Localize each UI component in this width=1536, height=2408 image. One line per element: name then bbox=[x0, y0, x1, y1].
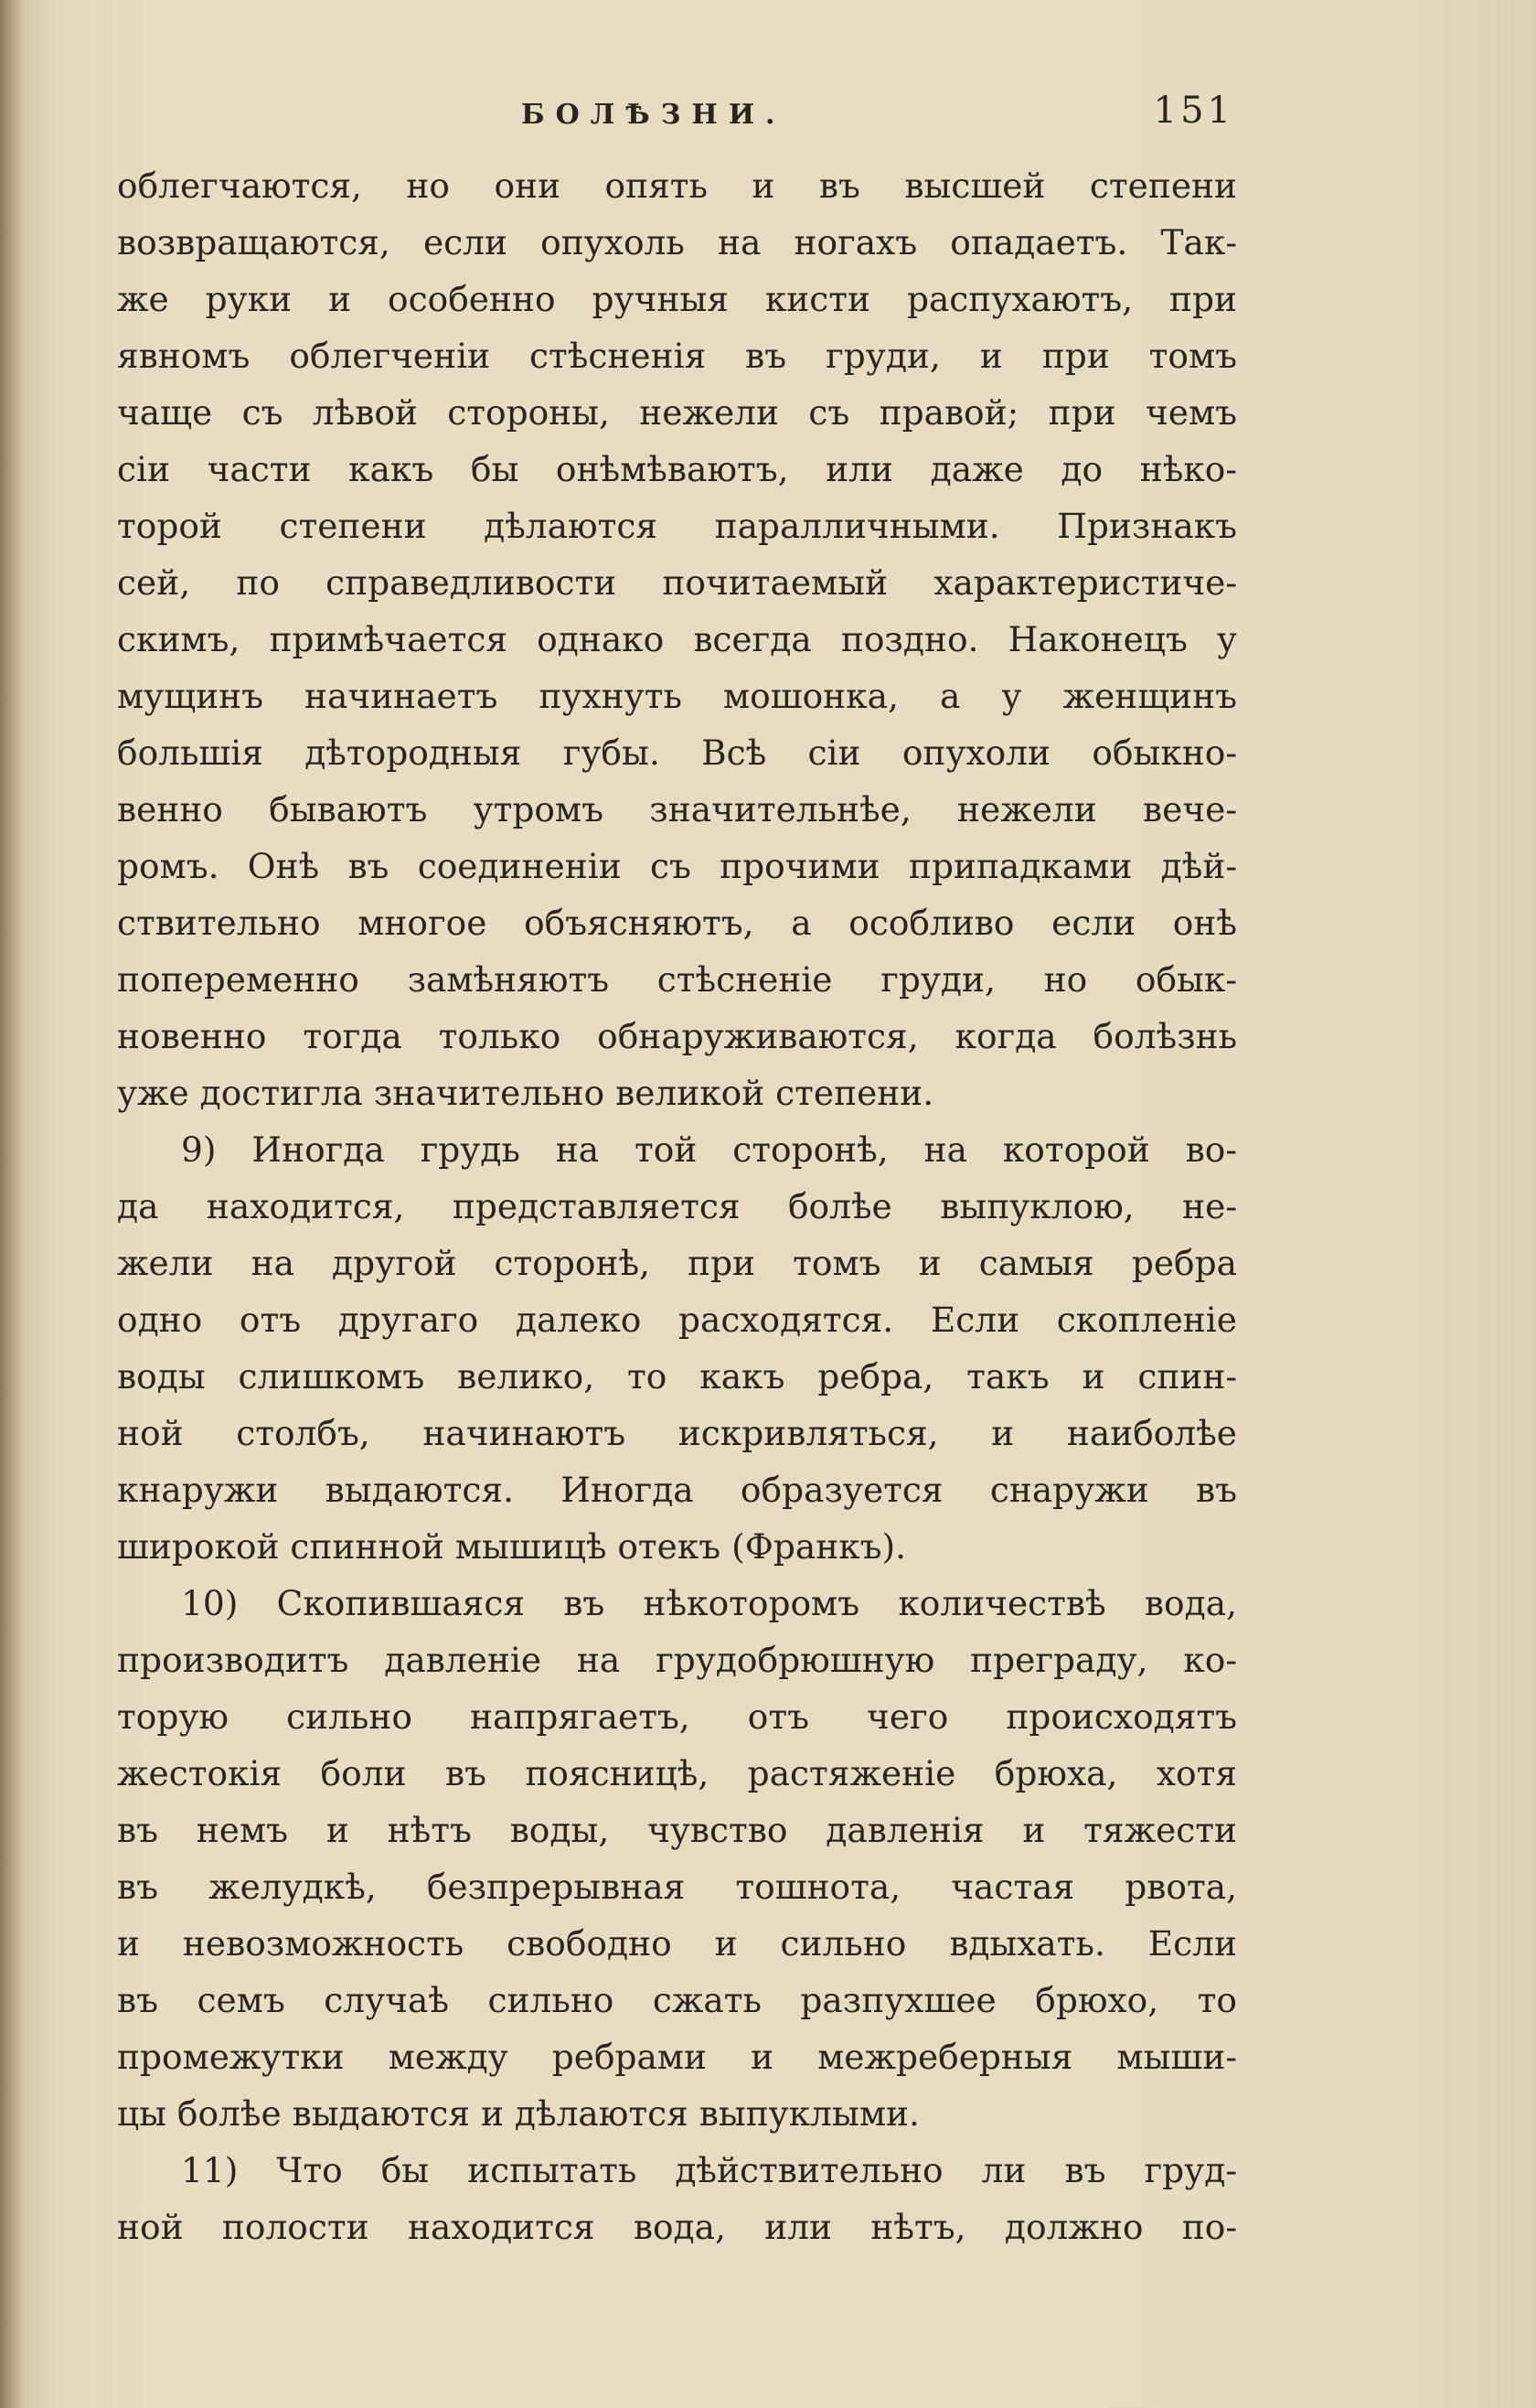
text-line: цы болѣе выдаются и дѣлаются выпуклыми. bbox=[117, 2093, 920, 2134]
text-line: уже достигла значительно великой степени. bbox=[117, 1073, 934, 1113]
text-line: широкой спинной мышицѣ отекъ (Франкъ). bbox=[117, 1526, 907, 1567]
text-line: да находится, представляется болѣе выпуклою, не- bbox=[117, 1186, 1237, 1226]
running-head: БОЛѢЗНИ. bbox=[521, 99, 786, 131]
text-line: промежутки между ребрами и межреберныя мыши- bbox=[117, 2037, 1237, 2077]
text-line: ной полости находится вода, или нѣтъ, должно по- bbox=[117, 2207, 1237, 2247]
text-line: торую сильно напрягаетъ, отъ чего происходятъ bbox=[117, 1696, 1237, 1737]
text-line: сей, по справедливости почитаемый характеристиче- bbox=[117, 562, 1237, 603]
text-line: въ немъ и нѣтъ воды, чувство давленія и тяжести bbox=[117, 1810, 1237, 1850]
body-text bbox=[117, 157, 1237, 2255]
text-line: попеременно замѣняютъ стѣсненіе груди, но обык- bbox=[117, 959, 1237, 1000]
text-line: и невозможность свободно и сильно вдыхать. Если bbox=[117, 1923, 1237, 1964]
text-line: скимъ, примѣчается однако всегда поздно. Наконецъ у bbox=[117, 619, 1237, 659]
text-line: кнаружи выдаются. Иногда образуется снаружи въ bbox=[117, 1470, 1237, 1510]
text-line: чаще съ лѣвой стороны, нежели съ правой; при чемъ bbox=[117, 392, 1237, 433]
text-line: мущинъ начинаетъ пухнуть мошонка, а у женщинъ bbox=[117, 676, 1237, 716]
page-binding-edge bbox=[0, 0, 24, 2408]
paragraph-11-start: 11) Что бы испытать дѣйствительно ли въ груд- bbox=[181, 2150, 1237, 2190]
text-line: въ желудкѣ, безпрерывная тошнота, частая рвота, bbox=[117, 1867, 1237, 1907]
text-line: ствительно многое объясняютъ, а особливо если онѣ bbox=[117, 903, 1237, 943]
text-line: же руки и особенно ручныя кисти распухаютъ, при bbox=[117, 279, 1237, 319]
text-line: большія дѣтородныя губы. Всѣ сіи опухоли обыкно- bbox=[117, 733, 1237, 773]
page-number: 151 bbox=[1153, 90, 1234, 132]
page-header bbox=[119, 90, 1234, 144]
text-line: облегчаются, но они опять и въ высшей степени bbox=[117, 166, 1237, 206]
text-line: одно отъ другаго далеко расходятся. Если скопленіе bbox=[117, 1300, 1237, 1340]
text-line: возвращаются, если опухоль на ногахъ опадаетъ. Так- bbox=[117, 222, 1237, 262]
text-line: ной столбъ, начинаютъ искривляться, и наиболѣе bbox=[117, 1413, 1237, 1453]
text-line: новенно тогда только обнаруживаются, когда болѣзнь bbox=[117, 1016, 1237, 1056]
text-line: сіи части какъ бы онѣмѣваютъ, или даже до нѣко- bbox=[117, 449, 1237, 489]
text-line: жели на другой сторонѣ, при томъ и самыя ребра bbox=[117, 1243, 1237, 1283]
text-line: торой степени дѣлаются паралличными. Признакъ bbox=[117, 506, 1237, 546]
text-line: въ семъ случаѣ сильно сжать разпухшее брюхо, то bbox=[117, 1980, 1237, 2020]
text-line: производитъ давленіе на грудобрюшную преграду, ко- bbox=[117, 1640, 1237, 1680]
paragraph-9-start: 9) Иногда грудь на той сторонѣ, на которой во- bbox=[181, 1129, 1237, 1170]
text-line: жестокія боли въ поясницѣ, растяженіе брюха, хотя bbox=[117, 1753, 1237, 1793]
text-line: венно бываютъ утромъ значительнѣе, нежели вече- bbox=[117, 789, 1237, 829]
text-line: явномъ облегченіи стѣсненія въ груди, и при томъ bbox=[117, 336, 1237, 376]
text-line: воды слишкомъ велико, то какъ ребра, такъ и спин- bbox=[117, 1356, 1237, 1397]
text-line: ромъ. Онѣ въ соединеніи съ прочими припадками дѣй- bbox=[117, 846, 1237, 886]
paragraph-10-start: 10) Скопившаяся въ нѣкоторомъ количествѣ вода, bbox=[181, 1583, 1237, 1623]
